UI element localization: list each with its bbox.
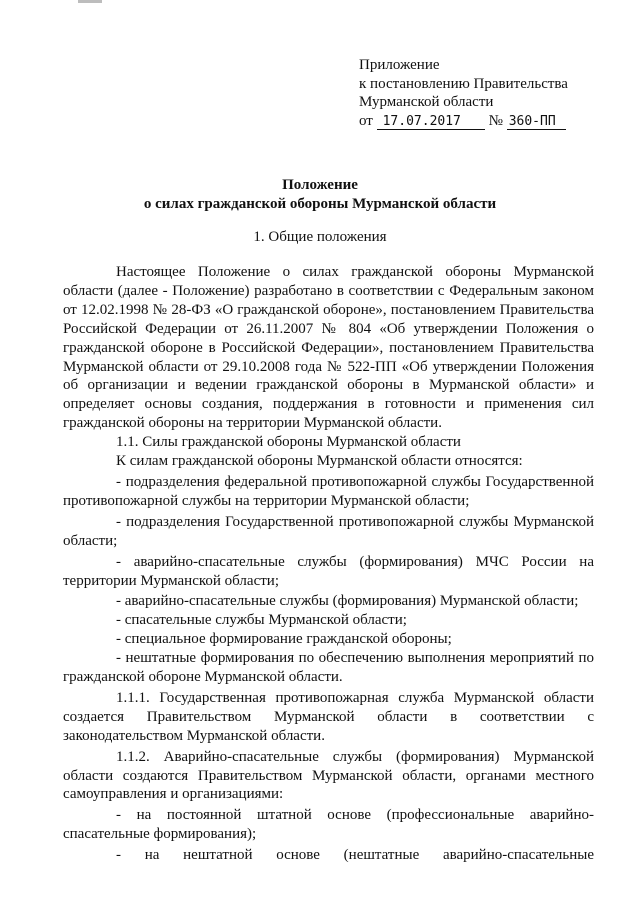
- appendix-line: к постановлению Правительства: [359, 75, 568, 92]
- list-item: - аварийно-спасательные службы (формирования) Мурманской области;: [116, 593, 579, 610]
- title-line-2: о силах гражданской обороны Мурманской области: [143, 196, 497, 212]
- date-prefix: от: [359, 112, 373, 129]
- appendix-block: [359, 56, 568, 130]
- list-item: - спасательные службы Мурманской области;: [116, 612, 407, 629]
- appendix-date-line: [359, 112, 568, 131]
- list-item: - на нештатной основе (нештатные аварийно-спасательные: [116, 847, 594, 864]
- appendix-line: Мурманской области: [359, 94, 494, 110]
- date-value: 17.07.2017: [382, 113, 461, 129]
- appendix-line: Приложение: [359, 57, 440, 73]
- title-line-1: Положение: [282, 177, 358, 193]
- list-item: - специальное формирование гражданской обороны;: [116, 631, 452, 648]
- paragraph: К силам гражданской обороны Мурманской области относятся:: [116, 453, 523, 470]
- number-field: [507, 114, 566, 130]
- section-heading: 1. Общие положения: [253, 229, 387, 245]
- subsection-heading: 1.1. Силы гражданской обороны Мурманской области: [116, 434, 461, 451]
- number-value: 360-ПП: [508, 113, 556, 129]
- list-item: - подразделения федеральной противопожарной службы Государственной противопожарной службы на территории Мурманской области;: [63, 473, 594, 509]
- document-title: [0, 176, 640, 214]
- paragraph: 1.1.2. Аварийно-спасательные службы (формирования) Мурманской области создаются Правительством Мурманской области, органами местного самоуправления и организациями:: [63, 748, 594, 803]
- list-item: - подразделения Государственной противопожарной службы Мурманской области;: [63, 513, 594, 549]
- date-field: [377, 114, 485, 130]
- document-body: [63, 263, 594, 865]
- number-prefix: №: [488, 112, 503, 129]
- list-item: - нештатные формирования по обеспечению выполнения мероприятий по гражданской обороне Мурманской области.: [63, 650, 594, 686]
- paragraph: Настоящее Положение о силах гражданской обороны Мурманской области (далее - Положение) разработано в соответствии с Федеральным законом от 12.02.1998 № 28-ФЗ «О гражданской обороне», постановлением Правительства Российской Федерации от 26.11.2007 № 804 «Об утверждении Положения о гражданской обороне в Российской Федерации», постановлением Правительства Мурманской области от 29.10.2008 года № 522-ПП «Об утверждении Положения об организации и ведении гражданской обороны в Мурманской области» и определяет основы создания, поддержания в готовности и применения сил гражданской обороны на территории Мурманской области.: [63, 264, 594, 432]
- paragraph: 1.1.1. Государственная противопожарная служба Мурманской области создается Правительством Мурманской области в соответствии с законодательством Мурманской области.: [63, 689, 594, 744]
- scan-mark: [78, 0, 102, 3]
- list-item: - на постоянной штатной основе (профессиональные аварийно-спасательные формирования);: [63, 807, 594, 843]
- list-item: - аварийно-спасательные службы (формирования) МЧС России на территории Мурманской области;: [63, 553, 594, 589]
